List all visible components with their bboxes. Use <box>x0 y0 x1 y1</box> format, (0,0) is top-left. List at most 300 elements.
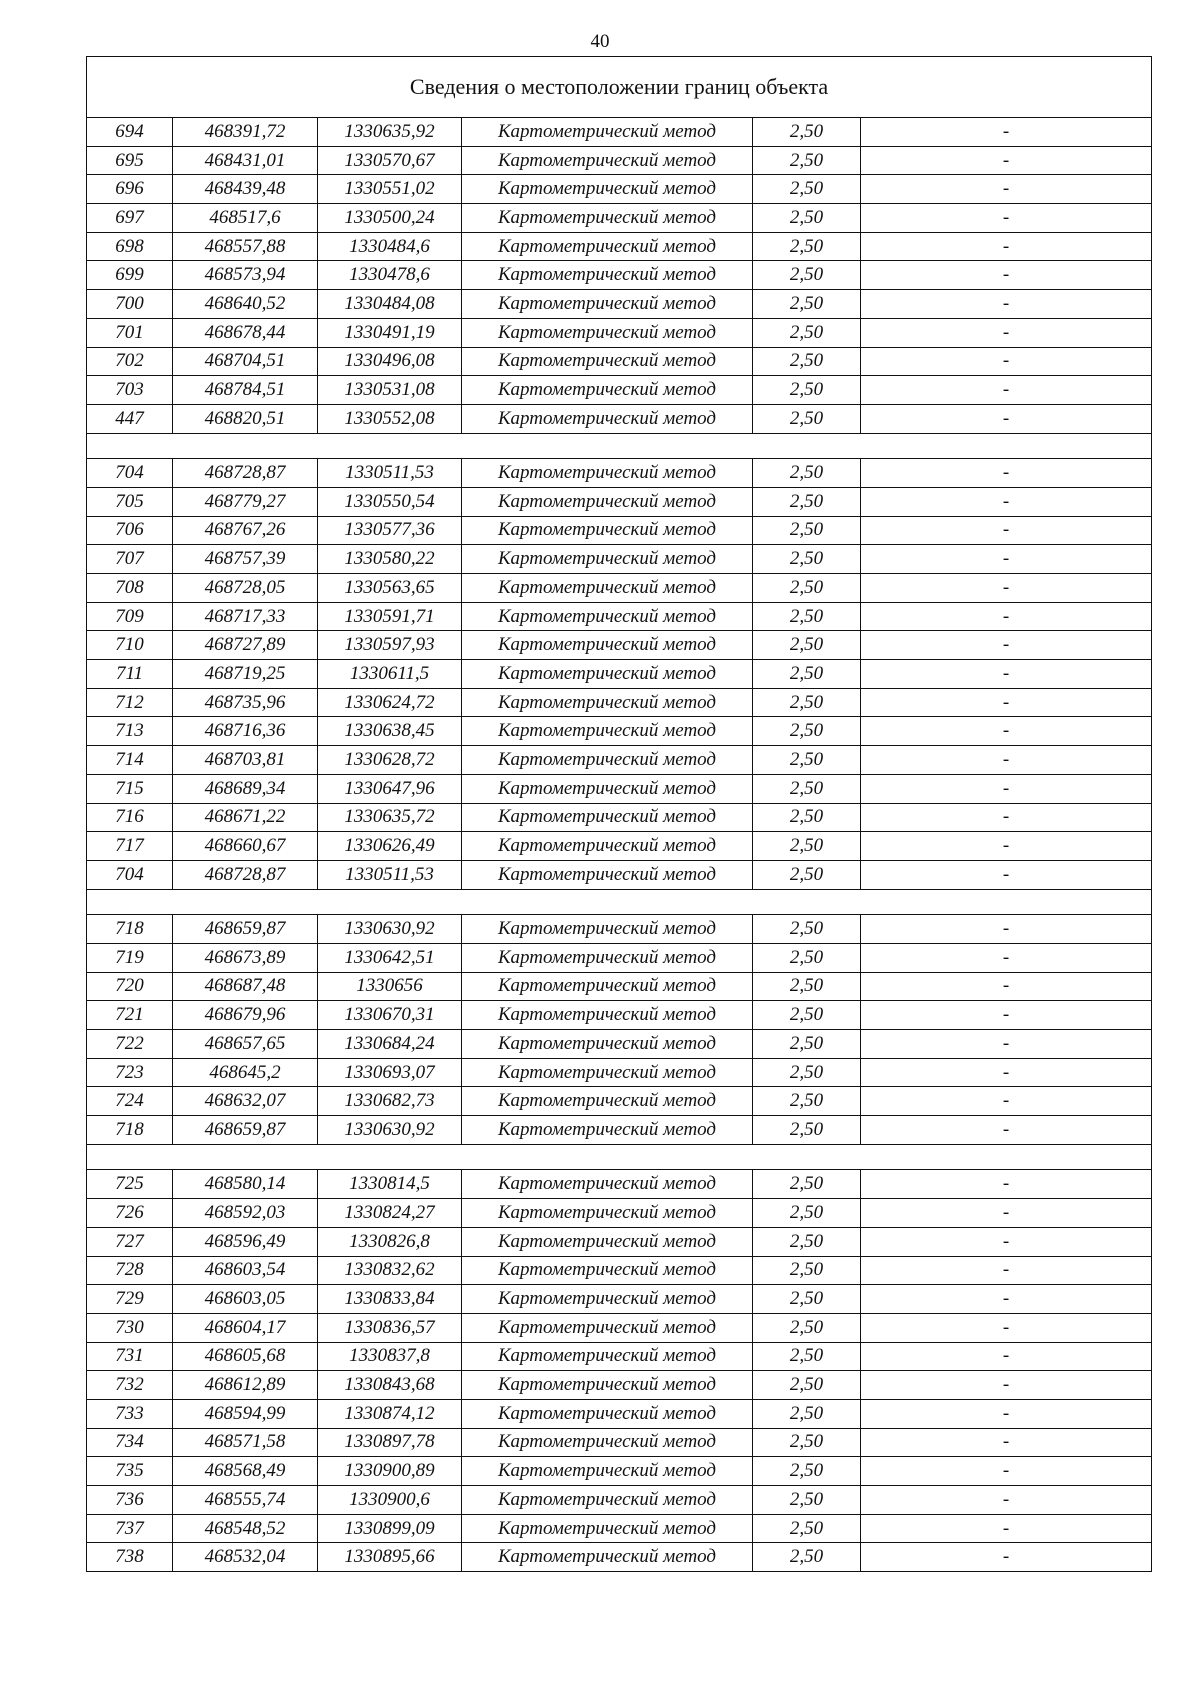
table-row <box>87 1030 1152 1059</box>
description-cell: - <box>861 118 1152 147</box>
method-cell: Картометрический метод <box>462 1030 753 1059</box>
table-row <box>87 972 1152 1001</box>
accuracy-cell: 2,50 <box>753 376 861 405</box>
y-coordinate-cell: 1330570,67 <box>318 146 462 175</box>
accuracy-cell: 2,50 <box>753 487 861 516</box>
accuracy-cell: 2,50 <box>753 972 861 1001</box>
method-cell: Картометрический метод <box>462 175 753 204</box>
method-cell: Картометрический метод <box>462 1087 753 1116</box>
accuracy-cell: 2,50 <box>753 1399 861 1428</box>
point-number-cell: 716 <box>87 803 173 832</box>
table-row <box>87 746 1152 775</box>
accuracy-cell: 2,50 <box>753 1514 861 1543</box>
x-coordinate-cell: 468557,88 <box>173 232 318 261</box>
method-cell: Картометрический метод <box>462 1514 753 1543</box>
method-cell: Картометрический метод <box>462 404 753 433</box>
accuracy-cell: 2,50 <box>753 943 861 972</box>
accuracy-cell: 2,50 <box>753 1058 861 1087</box>
x-coordinate-cell: 468632,07 <box>173 1087 318 1116</box>
accuracy-cell: 2,50 <box>753 290 861 319</box>
accuracy-cell: 2,50 <box>753 1457 861 1486</box>
point-number-cell: 696 <box>87 175 173 204</box>
x-coordinate-cell: 468728,87 <box>173 459 318 488</box>
y-coordinate-cell: 1330900,6 <box>318 1486 462 1515</box>
x-coordinate-cell: 468592,03 <box>173 1199 318 1228</box>
y-coordinate-cell: 1330531,08 <box>318 376 462 405</box>
x-coordinate-cell: 468603,54 <box>173 1256 318 1285</box>
y-coordinate-cell: 1330550,54 <box>318 487 462 516</box>
table-row <box>87 204 1152 233</box>
contour-separator <box>87 889 1152 915</box>
x-coordinate-cell: 468612,89 <box>173 1371 318 1400</box>
x-coordinate-cell: 468659,87 <box>173 915 318 944</box>
point-number-cell: 695 <box>87 146 173 175</box>
x-coordinate-cell: 468678,44 <box>173 318 318 347</box>
description-cell: - <box>861 516 1152 545</box>
point-number-cell: 732 <box>87 1371 173 1400</box>
method-cell: Картометрический метод <box>462 972 753 1001</box>
y-coordinate-cell: 1330484,6 <box>318 232 462 261</box>
table-row <box>87 943 1152 972</box>
table-row <box>87 574 1152 603</box>
x-coordinate-cell: 468603,05 <box>173 1285 318 1314</box>
table-row <box>87 1001 1152 1030</box>
method-cell: Картометрический метод <box>462 1428 753 1457</box>
point-number-cell: 720 <box>87 972 173 1001</box>
description-cell: - <box>861 832 1152 861</box>
method-cell: Картометрический метод <box>462 1399 753 1428</box>
x-coordinate-cell: 468703,81 <box>173 746 318 775</box>
y-coordinate-cell: 1330577,36 <box>318 516 462 545</box>
point-number-cell: 697 <box>87 204 173 233</box>
table-row <box>87 1170 1152 1199</box>
method-cell: Картометрический метод <box>462 803 753 832</box>
table-row <box>87 318 1152 347</box>
description-cell: - <box>861 487 1152 516</box>
x-coordinate-cell: 468645,2 <box>173 1058 318 1087</box>
accuracy-cell: 2,50 <box>753 1001 861 1030</box>
table-row <box>87 175 1152 204</box>
y-coordinate-cell: 1330635,92 <box>318 118 462 147</box>
point-number-cell: 715 <box>87 774 173 803</box>
description-cell: - <box>861 1199 1152 1228</box>
accuracy-cell: 2,50 <box>753 1030 861 1059</box>
y-coordinate-cell: 1330563,65 <box>318 574 462 603</box>
x-coordinate-cell: 468728,05 <box>173 574 318 603</box>
y-coordinate-cell: 1330684,24 <box>318 1030 462 1059</box>
method-cell: Картометрический метод <box>462 1313 753 1342</box>
table-row <box>87 1428 1152 1457</box>
description-cell: - <box>861 1313 1152 1342</box>
description-cell: - <box>861 602 1152 631</box>
y-coordinate-cell: 1330826,8 <box>318 1227 462 1256</box>
point-number-cell: 711 <box>87 660 173 689</box>
table-row <box>87 1199 1152 1228</box>
x-coordinate-cell: 468687,48 <box>173 972 318 1001</box>
y-coordinate-cell: 1330656 <box>318 972 462 1001</box>
x-coordinate-cell: 468679,96 <box>173 1001 318 1030</box>
method-cell: Картометрический метод <box>462 915 753 944</box>
description-cell: - <box>861 1514 1152 1543</box>
table-row <box>87 404 1152 433</box>
description-cell: - <box>861 1001 1152 1030</box>
table-row <box>87 1486 1152 1515</box>
x-coordinate-cell: 468779,27 <box>173 487 318 516</box>
x-coordinate-cell: 468568,49 <box>173 1457 318 1486</box>
method-cell: Картометрический метод <box>462 261 753 290</box>
description-cell: - <box>861 1170 1152 1199</box>
x-coordinate-cell: 468716,36 <box>173 717 318 746</box>
method-cell: Картометрический метод <box>462 1342 753 1371</box>
description-cell: - <box>861 261 1152 290</box>
point-number-cell: 705 <box>87 487 173 516</box>
method-cell: Картометрический метод <box>462 1256 753 1285</box>
point-number-cell: 718 <box>87 915 173 944</box>
table-row <box>87 1116 1152 1145</box>
accuracy-cell: 2,50 <box>753 774 861 803</box>
accuracy-cell: 2,50 <box>753 1170 861 1199</box>
page-number: 40 <box>590 31 610 52</box>
method-cell: Картометрический метод <box>462 118 753 147</box>
accuracy-cell: 2,50 <box>753 516 861 545</box>
point-number-cell: 723 <box>87 1058 173 1087</box>
description-cell: - <box>861 1087 1152 1116</box>
point-number-cell: 721 <box>87 1001 173 1030</box>
description-cell: - <box>861 545 1152 574</box>
table-row <box>87 717 1152 746</box>
description-cell: - <box>861 1030 1152 1059</box>
point-number-cell: 735 <box>87 1457 173 1486</box>
description-cell: - <box>861 1486 1152 1515</box>
point-number-cell: 733 <box>87 1399 173 1428</box>
accuracy-cell: 2,50 <box>753 204 861 233</box>
method-cell: Картометрический метод <box>462 318 753 347</box>
method-cell: Картометрический метод <box>462 146 753 175</box>
description-cell: - <box>861 574 1152 603</box>
point-number-cell: 737 <box>87 1514 173 1543</box>
y-coordinate-cell: 1330511,53 <box>318 860 462 889</box>
accuracy-cell: 2,50 <box>753 1256 861 1285</box>
accuracy-cell: 2,50 <box>753 404 861 433</box>
accuracy-cell: 2,50 <box>753 1087 861 1116</box>
method-cell: Картометрический метод <box>462 631 753 660</box>
table-row <box>87 261 1152 290</box>
method-cell: Картометрический метод <box>462 943 753 972</box>
x-coordinate-cell: 468580,14 <box>173 1170 318 1199</box>
y-coordinate-cell: 1330611,5 <box>318 660 462 689</box>
method-cell: Картометрический метод <box>462 1227 753 1256</box>
y-coordinate-cell: 1330635,72 <box>318 803 462 832</box>
table-row <box>87 1313 1152 1342</box>
x-coordinate-cell: 468439,48 <box>173 175 318 204</box>
method-cell: Картометрический метод <box>462 832 753 861</box>
method-cell: Картометрический метод <box>462 545 753 574</box>
point-number-cell: 722 <box>87 1030 173 1059</box>
point-number-cell: 713 <box>87 717 173 746</box>
point-number-cell: 724 <box>87 1087 173 1116</box>
accuracy-cell: 2,50 <box>753 1543 861 1572</box>
table-body <box>87 57 1152 1572</box>
description-cell: - <box>861 1285 1152 1314</box>
y-coordinate-cell: 1330843,68 <box>318 1371 462 1400</box>
point-number-cell: 707 <box>87 545 173 574</box>
point-number-cell: 710 <box>87 631 173 660</box>
x-coordinate-cell: 468596,49 <box>173 1227 318 1256</box>
description-cell: - <box>861 290 1152 319</box>
accuracy-cell: 2,50 <box>753 803 861 832</box>
method-cell: Картометрический метод <box>462 1371 753 1400</box>
description-cell: - <box>861 1428 1152 1457</box>
method-cell: Картометрический метод <box>462 774 753 803</box>
table-title-row <box>87 57 1152 118</box>
x-coordinate-cell: 468640,52 <box>173 290 318 319</box>
y-coordinate-cell: 1330833,84 <box>318 1285 462 1314</box>
accuracy-cell: 2,50 <box>753 118 861 147</box>
point-number-cell: 719 <box>87 943 173 972</box>
accuracy-cell: 2,50 <box>753 1428 861 1457</box>
y-coordinate-cell: 1330693,07 <box>318 1058 462 1087</box>
y-coordinate-cell: 1330832,62 <box>318 1256 462 1285</box>
description-cell: - <box>861 746 1152 775</box>
accuracy-cell: 2,50 <box>753 860 861 889</box>
accuracy-cell: 2,50 <box>753 717 861 746</box>
table-row <box>87 660 1152 689</box>
description-cell: - <box>861 1342 1152 1371</box>
method-cell: Картометрический метод <box>462 717 753 746</box>
contour-separator-row <box>87 889 1152 915</box>
x-coordinate-cell: 468820,51 <box>173 404 318 433</box>
accuracy-cell: 2,50 <box>753 459 861 488</box>
point-number-cell: 730 <box>87 1313 173 1342</box>
table-row <box>87 146 1152 175</box>
y-coordinate-cell: 1330836,57 <box>318 1313 462 1342</box>
description-cell: - <box>861 1399 1152 1428</box>
method-cell: Картометрический метод <box>462 376 753 405</box>
method-cell: Картометрический метод <box>462 459 753 488</box>
description-cell: - <box>861 347 1152 376</box>
table-row <box>87 1256 1152 1285</box>
point-number-cell: 728 <box>87 1256 173 1285</box>
accuracy-cell: 2,50 <box>753 832 861 861</box>
description-cell: - <box>861 774 1152 803</box>
method-cell: Картометрический метод <box>462 688 753 717</box>
method-cell: Картометрический метод <box>462 1543 753 1572</box>
x-coordinate-cell: 468757,39 <box>173 545 318 574</box>
point-number-cell: 704 <box>87 860 173 889</box>
y-coordinate-cell: 1330638,45 <box>318 717 462 746</box>
description-cell: - <box>861 146 1152 175</box>
description-cell: - <box>861 860 1152 889</box>
point-number-cell: 709 <box>87 602 173 631</box>
method-cell: Картометрический метод <box>462 347 753 376</box>
method-cell: Картометрический метод <box>462 602 753 631</box>
point-number-cell: 718 <box>87 1116 173 1145</box>
y-coordinate-cell: 1330897,78 <box>318 1428 462 1457</box>
x-coordinate-cell: 468548,52 <box>173 1514 318 1543</box>
description-cell: - <box>861 631 1152 660</box>
point-number-cell: 708 <box>87 574 173 603</box>
accuracy-cell: 2,50 <box>753 545 861 574</box>
description-cell: - <box>861 404 1152 433</box>
x-coordinate-cell: 468784,51 <box>173 376 318 405</box>
accuracy-cell: 2,50 <box>753 1313 861 1342</box>
y-coordinate-cell: 1330597,93 <box>318 631 462 660</box>
description-cell: - <box>861 660 1152 689</box>
table-row <box>87 602 1152 631</box>
x-coordinate-cell: 468532,04 <box>173 1543 318 1572</box>
y-coordinate-cell: 1330900,89 <box>318 1457 462 1486</box>
accuracy-cell: 2,50 <box>753 631 861 660</box>
description-cell: - <box>861 376 1152 405</box>
y-coordinate-cell: 1330895,66 <box>318 1543 462 1572</box>
x-coordinate-cell: 468431,01 <box>173 146 318 175</box>
y-coordinate-cell: 1330628,72 <box>318 746 462 775</box>
accuracy-cell: 2,50 <box>753 660 861 689</box>
y-coordinate-cell: 1330551,02 <box>318 175 462 204</box>
point-number-cell: 701 <box>87 318 173 347</box>
description-cell: - <box>861 1543 1152 1572</box>
method-cell: Картометрический метод <box>462 1170 753 1199</box>
accuracy-cell: 2,50 <box>753 1371 861 1400</box>
method-cell: Картометрический метод <box>462 1199 753 1228</box>
table-row <box>87 459 1152 488</box>
table-row <box>87 832 1152 861</box>
table-row <box>87 1457 1152 1486</box>
method-cell: Картометрический метод <box>462 232 753 261</box>
point-number-cell: 712 <box>87 688 173 717</box>
description-cell: - <box>861 1058 1152 1087</box>
point-number-cell: 714 <box>87 746 173 775</box>
table-row <box>87 1285 1152 1314</box>
accuracy-cell: 2,50 <box>753 1342 861 1371</box>
description-cell: - <box>861 1116 1152 1145</box>
method-cell: Картометрический метод <box>462 1457 753 1486</box>
x-coordinate-cell: 468605,68 <box>173 1342 318 1371</box>
contour-separator <box>87 433 1152 459</box>
accuracy-cell: 2,50 <box>753 1227 861 1256</box>
y-coordinate-cell: 1330484,08 <box>318 290 462 319</box>
y-coordinate-cell: 1330511,53 <box>318 459 462 488</box>
x-coordinate-cell: 468689,34 <box>173 774 318 803</box>
accuracy-cell: 2,50 <box>753 1486 861 1515</box>
contour-separator <box>87 1144 1152 1170</box>
accuracy-cell: 2,50 <box>753 746 861 775</box>
table-row <box>87 376 1152 405</box>
x-coordinate-cell: 468517,6 <box>173 204 318 233</box>
x-coordinate-cell: 468659,87 <box>173 1116 318 1145</box>
point-number-cell: 717 <box>87 832 173 861</box>
y-coordinate-cell: 1330874,12 <box>318 1399 462 1428</box>
table-row <box>87 487 1152 516</box>
method-cell: Картометрический метод <box>462 1058 753 1087</box>
accuracy-cell: 2,50 <box>753 574 861 603</box>
y-coordinate-cell: 1330647,96 <box>318 774 462 803</box>
y-coordinate-cell: 1330624,72 <box>318 688 462 717</box>
description-cell: - <box>861 1371 1152 1400</box>
x-coordinate-cell: 468704,51 <box>173 347 318 376</box>
y-coordinate-cell: 1330899,09 <box>318 1514 462 1543</box>
y-coordinate-cell: 1330500,24 <box>318 204 462 233</box>
table-row <box>87 347 1152 376</box>
table-row <box>87 1087 1152 1116</box>
y-coordinate-cell: 1330580,22 <box>318 545 462 574</box>
y-coordinate-cell: 1330682,73 <box>318 1087 462 1116</box>
contour-separator-row <box>87 433 1152 459</box>
point-number-cell: 698 <box>87 232 173 261</box>
x-coordinate-cell: 468604,17 <box>173 1313 318 1342</box>
method-cell: Картометрический метод <box>462 290 753 319</box>
table-title: Сведения о местоположении границ объекта <box>87 57 1152 118</box>
description-cell: - <box>861 943 1152 972</box>
method-cell: Картометрический метод <box>462 487 753 516</box>
x-coordinate-cell: 468673,89 <box>173 943 318 972</box>
y-coordinate-cell: 1330837,8 <box>318 1342 462 1371</box>
y-coordinate-cell: 1330642,51 <box>318 943 462 972</box>
accuracy-cell: 2,50 <box>753 915 861 944</box>
description-cell: - <box>861 1256 1152 1285</box>
description-cell: - <box>861 688 1152 717</box>
point-number-cell: 699 <box>87 261 173 290</box>
description-cell: - <box>861 204 1152 233</box>
table-row <box>87 118 1152 147</box>
description-cell: - <box>861 232 1152 261</box>
table-row <box>87 232 1152 261</box>
point-number-cell: 703 <box>87 376 173 405</box>
table-row <box>87 545 1152 574</box>
x-coordinate-cell: 468391,72 <box>173 118 318 147</box>
accuracy-cell: 2,50 <box>753 146 861 175</box>
accuracy-cell: 2,50 <box>753 261 861 290</box>
point-number-cell: 694 <box>87 118 173 147</box>
description-cell: - <box>861 803 1152 832</box>
x-coordinate-cell: 468671,22 <box>173 803 318 832</box>
point-number-cell: 725 <box>87 1170 173 1199</box>
description-cell: - <box>861 915 1152 944</box>
y-coordinate-cell: 1330496,08 <box>318 347 462 376</box>
x-coordinate-cell: 468719,25 <box>173 660 318 689</box>
y-coordinate-cell: 1330630,92 <box>318 915 462 944</box>
x-coordinate-cell: 468727,89 <box>173 631 318 660</box>
point-number-cell: 700 <box>87 290 173 319</box>
y-coordinate-cell: 1330552,08 <box>318 404 462 433</box>
method-cell: Картометрический метод <box>462 660 753 689</box>
accuracy-cell: 2,50 <box>753 688 861 717</box>
accuracy-cell: 2,50 <box>753 232 861 261</box>
accuracy-cell: 2,50 <box>753 1199 861 1228</box>
table-row <box>87 1342 1152 1371</box>
method-cell: Картометрический метод <box>462 746 753 775</box>
method-cell: Картометрический метод <box>462 1285 753 1314</box>
point-number-cell: 738 <box>87 1543 173 1572</box>
point-number-cell: 447 <box>87 404 173 433</box>
boundary-coordinates-table <box>86 56 1152 1572</box>
point-number-cell: 736 <box>87 1486 173 1515</box>
x-coordinate-cell: 468594,99 <box>173 1399 318 1428</box>
description-cell: - <box>861 1457 1152 1486</box>
point-number-cell: 702 <box>87 347 173 376</box>
table-row <box>87 860 1152 889</box>
table-row <box>87 1371 1152 1400</box>
point-number-cell: 706 <box>87 516 173 545</box>
table-row <box>87 1543 1152 1572</box>
point-number-cell: 726 <box>87 1199 173 1228</box>
accuracy-cell: 2,50 <box>753 347 861 376</box>
point-number-cell: 727 <box>87 1227 173 1256</box>
x-coordinate-cell: 468571,58 <box>173 1428 318 1457</box>
method-cell: Картометрический метод <box>462 516 753 545</box>
point-number-cell: 731 <box>87 1342 173 1371</box>
x-coordinate-cell: 468657,65 <box>173 1030 318 1059</box>
